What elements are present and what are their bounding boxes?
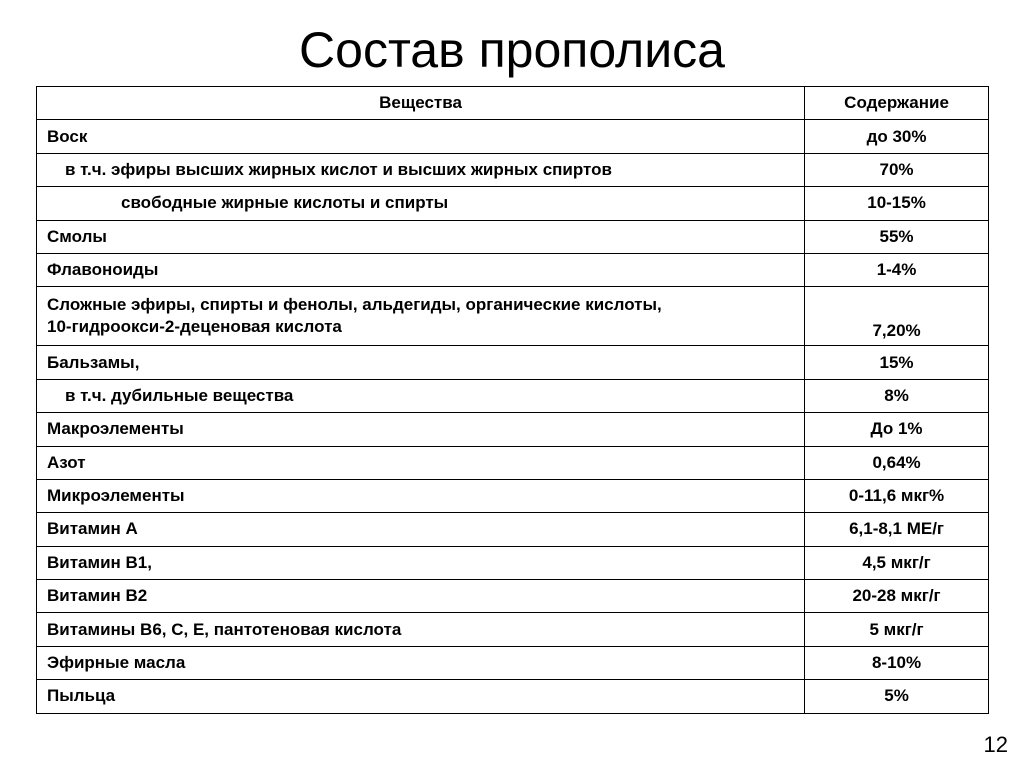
substance-cell: Витамин А (37, 513, 805, 546)
substance-cell: Эфирные масла (37, 646, 805, 679)
table-row (37, 580, 989, 613)
content-cell: 1-4% (805, 253, 989, 286)
content-cell: 5 мкг/г (805, 613, 989, 646)
substance-cell: Азот (37, 446, 805, 479)
content-cell: 7,20% (805, 287, 989, 346)
table-row (37, 287, 989, 346)
table-row (37, 120, 989, 153)
substance-line: 10-гидроокси-2-деценовая кислота (47, 317, 342, 337)
substance-line: Сложные эфиры, спирты и фенолы, альдегиды, органические кислоты, (47, 295, 662, 315)
content-cell: до 30% (805, 120, 989, 153)
table-row (37, 646, 989, 679)
header-content: Содержание (805, 87, 989, 120)
table-row (37, 187, 989, 220)
table-row (37, 513, 989, 546)
substance-cell: Витамин В2 (37, 580, 805, 613)
table-row (37, 379, 989, 412)
substance-cell: Смолы (37, 220, 805, 253)
substance-cell: Микроэлементы (37, 479, 805, 512)
composition-table (36, 86, 989, 714)
content-cell: 5% (805, 680, 989, 713)
table-row (37, 479, 989, 512)
substance-cell: Макроэлементы (37, 413, 805, 446)
content-cell: 4,5 мкг/г (805, 546, 989, 579)
content-cell: 8-10% (805, 646, 989, 679)
content-cell: 70% (805, 153, 989, 186)
substance-cell: Витамин В1, (37, 546, 805, 579)
content-cell: 15% (805, 346, 989, 379)
content-cell: До 1% (805, 413, 989, 446)
content-cell: 6,1-8,1 МЕ/г (805, 513, 989, 546)
table-row (37, 680, 989, 713)
substance-cell: в т.ч. эфиры высших жирных кислот и высших жирных спиртов (37, 153, 805, 186)
substance-cell: Флавоноиды (37, 253, 805, 286)
content-cell: 55% (805, 220, 989, 253)
content-cell: 0,64% (805, 446, 989, 479)
content-cell: 8% (805, 379, 989, 412)
content-cell: 10-15% (805, 187, 989, 220)
content-cell: 0-11,6 мкг% (805, 479, 989, 512)
content-cell: 20-28 мкг/г (805, 580, 989, 613)
substance-cell: Бальзамы, (37, 346, 805, 379)
substance-cell: Пыльца (37, 680, 805, 713)
table-row (37, 253, 989, 286)
table-row (37, 546, 989, 579)
table-row (37, 613, 989, 646)
header-substance: Вещества (37, 87, 805, 120)
substance-cell: Воск (37, 120, 805, 153)
substance-cell: свободные жирные кислоты и спирты (37, 187, 805, 220)
substance-cell: Витамины В6, С, Е, пантотеновая кислота (37, 613, 805, 646)
substance-cell (37, 287, 805, 346)
table-row (37, 346, 989, 379)
table-row (37, 153, 989, 186)
table-row (37, 413, 989, 446)
substance-cell: в т.ч. дубильные вещества (37, 379, 805, 412)
slide-title: Состав прополиса (299, 22, 725, 78)
page-number: 12 (983, 732, 1008, 757)
table-header-row (37, 87, 989, 120)
table-row (37, 446, 989, 479)
table-row (37, 220, 989, 253)
